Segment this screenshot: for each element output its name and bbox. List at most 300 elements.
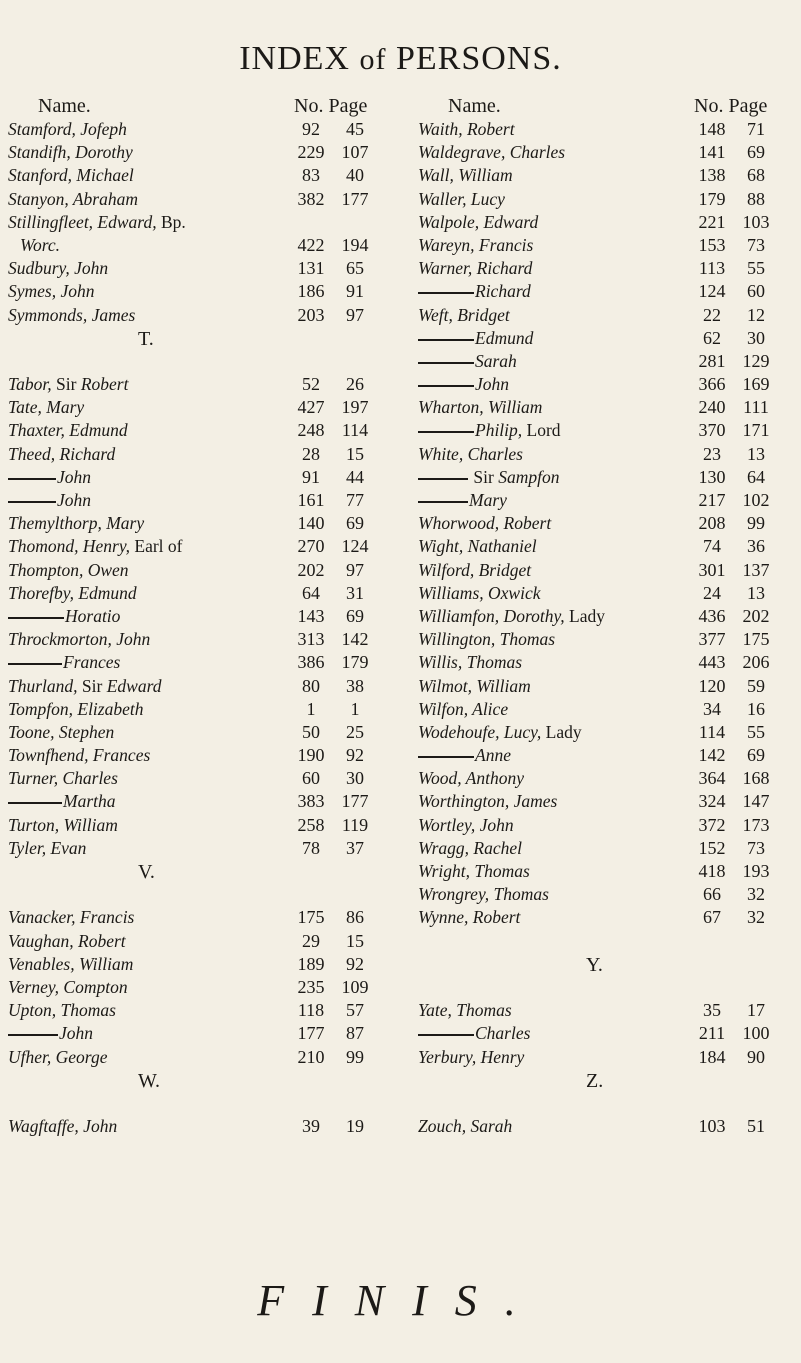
entry-number: 229 [297, 142, 325, 163]
entry-number: 52 [302, 374, 320, 395]
spacer [8, 884, 398, 907]
index-entry [418, 490, 798, 513]
ditto-dash [418, 501, 468, 503]
entry-name [418, 1116, 512, 1137]
entry-number: 140 [297, 513, 325, 534]
entry-number: 152 [698, 837, 726, 858]
entry-page: 1 [350, 698, 360, 719]
index-entry [8, 699, 398, 722]
entry-page: 124 [341, 536, 369, 557]
index-entry [418, 861, 798, 884]
entry-surname: Wall, William [418, 165, 513, 186]
entry-surname: John [57, 466, 92, 487]
right-entries [418, 119, 798, 1139]
entry-surname: Townfhend, Frances [8, 745, 151, 766]
entry-name [418, 513, 551, 534]
entry-page: 32 [747, 907, 765, 928]
index-entry [418, 351, 798, 374]
entry-name [418, 1047, 524, 1068]
entry-page: 69 [346, 513, 364, 534]
left-column-header [8, 95, 398, 119]
entry-surname: Wortley, John [418, 814, 514, 835]
index-entry [8, 768, 398, 791]
entry-surname: Symmonds, James [8, 304, 136, 325]
entry-number: 313 [297, 629, 325, 650]
entry-name [418, 328, 533, 349]
entry-surname: Willis, Thomas [418, 652, 523, 673]
entry-surname: Tabor, [8, 374, 52, 395]
index-entry [8, 212, 398, 235]
entry-name [418, 536, 537, 557]
index-entry [8, 1047, 398, 1070]
index-entry [8, 560, 398, 583]
entry-name [418, 838, 522, 859]
entry-number: 184 [698, 1046, 726, 1067]
index-entry [8, 513, 398, 536]
entry-number: 210 [297, 1046, 325, 1067]
entry-page: 197 [341, 397, 369, 418]
entry-number: 364 [698, 768, 726, 789]
entry-number: 372 [698, 814, 726, 835]
index-entry [418, 536, 798, 559]
entry-name [8, 606, 120, 627]
ditto-dash [418, 431, 474, 433]
header-no-page: No. Page [294, 95, 368, 117]
entry-surname: Thompton, Owen [8, 559, 129, 580]
entry-name [8, 583, 137, 604]
index-entry [418, 119, 798, 142]
entry-page: 175 [742, 629, 770, 650]
index-entry [418, 513, 798, 536]
entry-page: 119 [341, 814, 369, 835]
entry-surname: Williamfon, Dorothy, [418, 605, 565, 626]
section-letter-row [8, 1070, 398, 1093]
entry-number: 366 [698, 374, 726, 395]
entry-name [418, 676, 531, 697]
entry-page: 99 [747, 513, 765, 534]
entry-surname: Tyler, Evan [8, 837, 87, 858]
entry-name [418, 722, 582, 743]
index-entry [418, 560, 798, 583]
entry-name [418, 768, 524, 789]
entry-surname: Frances [63, 652, 121, 673]
entry-number: 22 [703, 304, 721, 325]
index-entry [8, 652, 398, 675]
entry-number: 281 [698, 350, 726, 371]
entry-surname: Wragg, Rachel [418, 837, 523, 858]
entry-page: 103 [742, 211, 770, 232]
entry-page: 38 [346, 675, 364, 696]
entry-surname: Toone, Stephen [8, 721, 115, 742]
entry-title: Sir [51, 374, 77, 395]
entry-number: 23 [703, 443, 721, 464]
entry-title: Sir [469, 466, 494, 487]
entry-number: 39 [302, 1116, 320, 1137]
title-of: of [359, 43, 387, 76]
entry-page: 97 [346, 559, 364, 580]
title-index: INDEX [239, 40, 350, 77]
entry-name [8, 374, 128, 395]
index-entry [8, 977, 398, 1000]
index-entry [418, 397, 798, 420]
entry-page: 45 [346, 119, 364, 139]
entry-number: 124 [698, 281, 726, 302]
entry-surname: Waldegrave, Charles [418, 142, 566, 163]
spacer [8, 351, 398, 374]
ditto-dash [8, 478, 56, 480]
entry-name [8, 768, 118, 789]
entry-number: 202 [297, 559, 325, 580]
index-entry [8, 606, 398, 629]
ditto-dash [418, 1034, 474, 1036]
entry-name [418, 791, 557, 812]
spacer [418, 977, 798, 1000]
index-entry [418, 281, 798, 304]
entry-title: Sir [77, 675, 103, 696]
left-column [8, 95, 398, 1139]
index-entry [418, 374, 798, 397]
entry-page: 177 [341, 188, 369, 209]
entry-surname: Standifh, Dorothy [8, 142, 133, 163]
entry-number: 1 [306, 698, 316, 719]
index-entry [418, 629, 798, 652]
entry-name [418, 397, 542, 418]
index-entry [8, 490, 398, 513]
entry-surname: Stanyon, Abraham [8, 188, 138, 209]
entry-number: 177 [297, 1023, 325, 1044]
entry-page: 202 [742, 605, 770, 626]
entry-surname: Martha [63, 791, 116, 812]
index-entry [418, 606, 798, 629]
entry-surname: Stanford, Michael [8, 165, 134, 186]
entry-name [418, 374, 509, 395]
entry-name [418, 258, 532, 279]
entry-surname: Upton, Thomas [8, 1000, 116, 1021]
entry-page: 102 [742, 490, 770, 510]
entry-name [418, 652, 522, 673]
index-entry [8, 791, 398, 814]
entry-surname: Wilmot, William [418, 675, 531, 696]
entry-page: 100 [742, 1023, 770, 1044]
entry-number: 270 [297, 536, 325, 557]
index-entry [8, 305, 398, 328]
entry-number: 443 [698, 652, 726, 673]
entry-surname: Theed, Richard [8, 443, 116, 464]
entry-surname: Wilford, Bridget [418, 559, 532, 580]
entry-number: 386 [297, 652, 325, 673]
entry-name [8, 142, 133, 163]
index-entry [418, 907, 798, 930]
entry-surname: Wynne, Robert [418, 907, 521, 928]
entry-page: 44 [346, 466, 364, 487]
entry-name [418, 629, 555, 650]
entry-name [418, 165, 513, 186]
index-entry [8, 629, 398, 652]
index-entry [418, 1116, 798, 1139]
entry-title: Lord [522, 420, 561, 441]
entry-number: 383 [297, 791, 325, 812]
index-entry [8, 142, 398, 165]
entry-number: 190 [297, 745, 325, 766]
index-entry [418, 189, 798, 212]
entry-number: 436 [698, 605, 726, 626]
section-letter: W. [138, 1069, 161, 1092]
index-entry [418, 328, 798, 351]
entry-given-name: Sampfon [493, 466, 560, 487]
entry-page: 73 [747, 837, 765, 858]
ditto-dash [418, 478, 468, 480]
index-entry [418, 305, 798, 328]
index-entry [8, 676, 398, 699]
entry-name [8, 722, 114, 743]
entry-page: 15 [346, 443, 364, 464]
index-entry [418, 165, 798, 188]
entry-given-name: Edward [102, 675, 162, 696]
entry-number: 131 [297, 258, 325, 279]
index-entry [418, 583, 798, 606]
entry-name [418, 907, 520, 928]
entry-name [8, 490, 91, 511]
entry-page: 30 [346, 768, 364, 789]
entry-number: 50 [302, 721, 320, 742]
index-entry [8, 258, 398, 281]
entry-name [418, 815, 514, 836]
entry-number: 189 [297, 953, 325, 974]
index-entry [8, 907, 398, 930]
index-entry [8, 281, 398, 304]
entry-surname: Venables, William [8, 953, 134, 974]
entry-page: 64 [747, 466, 765, 487]
index-entry [8, 189, 398, 212]
entry-page: 92 [346, 953, 364, 974]
entry-page: 171 [742, 420, 770, 441]
section-letter-row [8, 861, 398, 884]
entry-name [418, 119, 515, 140]
entry-page: 13 [747, 443, 765, 464]
entry-page: 99 [346, 1046, 364, 1067]
entry-page: 107 [341, 142, 369, 163]
entry-page: 25 [346, 721, 364, 742]
section-letter: V. [138, 861, 155, 883]
entry-number: 28 [302, 443, 320, 464]
entry-name [418, 142, 565, 163]
entry-surname: Tompfon, Elizabeth [8, 698, 144, 719]
entry-page: 142 [341, 629, 369, 650]
entry-surname: Tate, Mary [8, 397, 85, 418]
entry-number: 91 [302, 466, 320, 487]
entry-page: 12 [747, 304, 765, 325]
entry-name [8, 954, 133, 975]
section-letter: Y. [586, 953, 603, 976]
entry-name [8, 791, 116, 812]
entry-surname: Wodehoufe, Lucy, [418, 721, 542, 742]
entry-name [8, 560, 129, 581]
index-entry [418, 745, 798, 768]
left-entries [8, 119, 398, 1139]
entry-number: 240 [698, 397, 726, 418]
entry-suffix: Bp. [156, 211, 186, 232]
right-column [418, 95, 798, 1139]
entry-name [418, 606, 605, 627]
entry-number: 60 [302, 768, 320, 789]
entry-page: 86 [346, 907, 364, 928]
entry-page: 88 [747, 188, 765, 209]
entry-number: 418 [698, 861, 726, 881]
entry-number: 130 [698, 466, 726, 487]
entry-surname: Themylthorp, Mary [8, 513, 145, 534]
entry-name [418, 583, 540, 604]
index-entry [8, 420, 398, 443]
entry-surname: Walpole, Edward [418, 211, 539, 232]
entry-surname: Warner, Richard [418, 258, 533, 279]
entry-surname: Waith, Robert [418, 119, 515, 139]
index-entry [418, 1047, 798, 1070]
entry-page: 37 [346, 837, 364, 858]
index-entry [8, 954, 398, 977]
entry-surname: Wight, Nathaniel [418, 536, 537, 557]
entry-surname: Turner, Charles [8, 768, 118, 789]
entry-surname: Thaxter, Edmund [8, 420, 128, 441]
entry-number: 114 [698, 721, 726, 742]
entry-name [8, 652, 120, 673]
entry-name [418, 745, 511, 766]
index-entry [418, 420, 798, 443]
index-entry [8, 119, 398, 142]
ditto-dash [8, 617, 64, 619]
entry-number: 62 [703, 327, 721, 348]
entry-page: 129 [742, 350, 770, 371]
entry-page: 77 [346, 490, 364, 510]
entry-name [8, 931, 126, 952]
section-letter-row [418, 954, 798, 977]
entry-name [418, 305, 510, 326]
entry-name [8, 397, 84, 418]
entry-number: 143 [297, 605, 325, 626]
entry-page: 68 [747, 165, 765, 186]
entry-surname: Verney, Compton [8, 976, 128, 997]
entry-number: 324 [698, 791, 726, 812]
index-entry [418, 768, 798, 791]
entry-surname: Turton, William [8, 814, 118, 835]
entry-page: 173 [742, 814, 770, 835]
ditto-dash [418, 339, 474, 341]
entry-number: 35 [703, 1000, 721, 1021]
entry-surname: Wilfon, Alice [418, 698, 509, 719]
ditto-dash [418, 756, 474, 758]
entry-page: 32 [747, 884, 765, 905]
entry-name [418, 235, 533, 256]
index-entry [8, 165, 398, 188]
entry-page: 137 [742, 559, 770, 580]
index-entry [8, 931, 398, 954]
entry-page: 16 [747, 698, 765, 719]
entry-page: 90 [747, 1046, 765, 1067]
index-entry [8, 1000, 398, 1023]
entry-surname: Willington, Thomas [418, 629, 556, 650]
entry-name [8, 165, 134, 186]
spacer [418, 931, 798, 954]
ditto-dash [8, 1034, 58, 1036]
entry-surname: Philip, [475, 420, 523, 441]
entry-number: 80 [302, 675, 320, 696]
entry-surname: Thorefby, Edmund [8, 582, 137, 603]
entry-number: 301 [698, 559, 726, 580]
entry-number: 83 [302, 165, 320, 186]
section-letter-row [8, 328, 398, 351]
entry-name [8, 258, 108, 279]
index-entry [418, 258, 798, 281]
title-persons: PERSONS. [395, 40, 562, 77]
ditto-dash [8, 663, 62, 665]
index-entry [418, 676, 798, 699]
entry-surname: Zouch, Sarah [418, 1116, 513, 1137]
entry-number: 211 [698, 1023, 726, 1044]
section-letter-row [418, 1070, 798, 1093]
ditto-dash [418, 385, 474, 387]
entry-number: 370 [698, 420, 726, 441]
header-name: Name. [448, 95, 501, 117]
entry-name [418, 1000, 512, 1021]
entry-name [8, 838, 86, 859]
entry-number: 161 [297, 490, 325, 510]
entry-name [8, 420, 128, 441]
entry-page: 92 [346, 745, 364, 766]
entry-surname: Worthington, James [418, 791, 558, 812]
entry-name [8, 189, 138, 210]
entry-surname: Wareyn, Francis [418, 234, 534, 255]
index-entry [418, 1023, 798, 1046]
index-entry [8, 444, 398, 467]
entry-page: 57 [346, 1000, 364, 1021]
entry-surname: Sudbury, John [8, 258, 109, 279]
entry-name [418, 884, 549, 905]
index-entry [418, 699, 798, 722]
entry-page: 111 [743, 397, 769, 418]
entry-number: 141 [698, 142, 726, 163]
entry-number: 118 [297, 1000, 325, 1021]
entry-page: 15 [346, 930, 364, 951]
entry-number: 248 [297, 420, 325, 441]
index-entry [8, 583, 398, 606]
entry-surname: Wright, Thomas [418, 861, 530, 881]
entry-name [8, 119, 127, 140]
entry-name [8, 907, 134, 928]
entry-given-name: Robert [76, 374, 129, 395]
entry-surname: Wharton, William [418, 397, 543, 418]
entry-name [418, 699, 508, 720]
entry-surname: Vaughan, Robert [8, 930, 126, 951]
index-entry [8, 745, 398, 768]
entry-surname: Waller, Lucy [418, 188, 505, 209]
index-entry [418, 722, 798, 745]
entry-page: 55 [747, 721, 765, 742]
entry-name [418, 351, 517, 372]
entry-name [8, 1000, 116, 1021]
index-entry [418, 444, 798, 467]
entry-number: 78 [302, 837, 320, 858]
index-entry [8, 722, 398, 745]
spacer [418, 1093, 798, 1116]
entry-name [418, 444, 523, 465]
entry-surname: Symes, John [8, 281, 95, 302]
entry-page: 69 [346, 605, 364, 626]
entry-page: 69 [747, 745, 765, 766]
entry-number: 208 [698, 513, 726, 534]
entry-surname: Richard [475, 281, 531, 302]
entry-name [8, 815, 118, 836]
index-entry [418, 884, 798, 907]
entry-page: 177 [341, 791, 369, 812]
